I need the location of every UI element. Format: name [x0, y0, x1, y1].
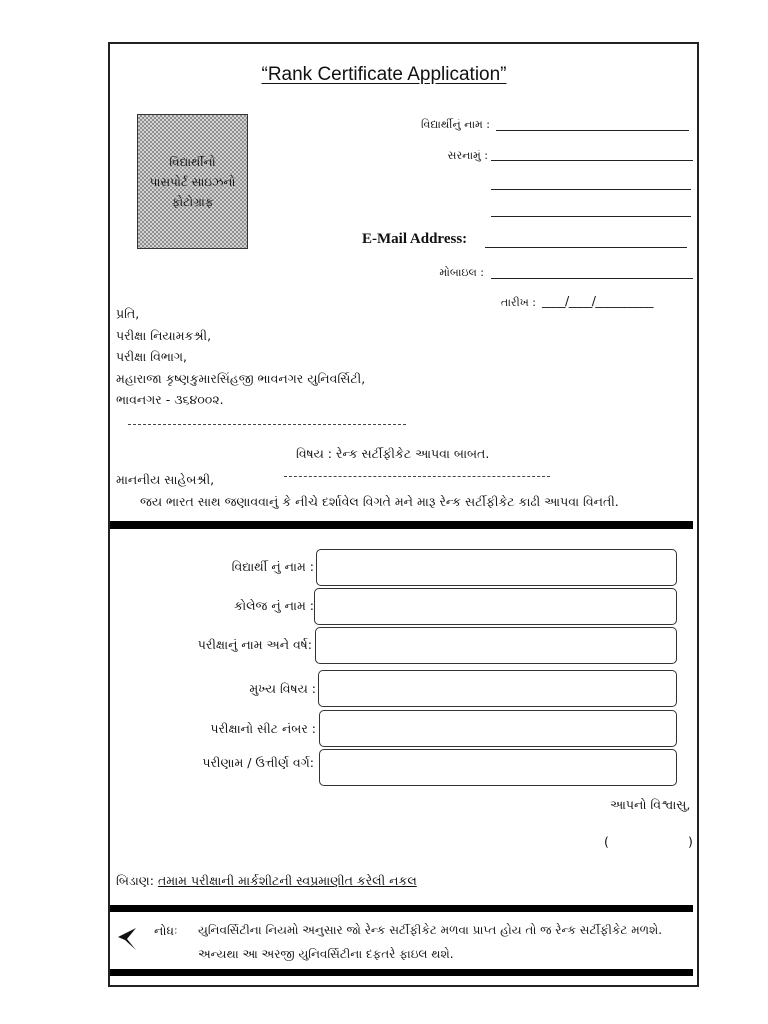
recipient-line: પ્રતિ, [116, 306, 140, 321]
address-line-1[interactable] [491, 160, 693, 161]
student-name-label: વિદ્યાર્થીનું નામ : [421, 118, 490, 131]
section-divider [110, 521, 693, 529]
request-body-text: જય ભારત સાથ જણાવવાનું કે નીચે દર્શાવેલ વિગતે મને મારૂ રેન્ક સર્ટીફીકેટ કાઢી આપવા વિનતી. [140, 494, 619, 509]
signature-open-paren: ( [604, 834, 609, 849]
date-label: તારીખ : [500, 296, 536, 309]
result-class-field[interactable] [319, 749, 677, 786]
note-bottom-divider [110, 969, 693, 976]
student-name-field[interactable] [316, 549, 677, 586]
photo-placeholder-text: વિદ્યાર્થીનો પાસપોર્ટ સાઇઝનો ફોટોગ્રાફ [149, 154, 236, 209]
recipient-line: મહારાજા કૃષ્ણકુમારસિંહજી ભાવનગર યુનિવર્સિટી, [116, 370, 366, 386]
subject-line: વિષય : રેન્ક સર્ટીફીકેટ આપવા બાબત. [296, 446, 490, 461]
hand-pointer-icon [116, 926, 138, 952]
note-label: નોધઃ [154, 923, 178, 938]
mobile-label: મોબાઇલ : [439, 266, 484, 279]
attachment-text: તમામ પરીક્ષાની માર્કશીટની સ્વપ્રમાણીત કરેલી નકલ [158, 873, 417, 888]
address-label: સરનામું : [447, 149, 488, 162]
form-label-student-name: વિદ્યાર્થી નું નામ : [231, 559, 314, 574]
email-label: E-Mail Address: [362, 231, 468, 247]
note-line-1: યુનિવર્સિટીના નિયમો અનુસાર જો રેન્ક સર્ટીફીકેટ મળવા પ્રાપ્ત હોય તો જ રેન્ક સર્ટીફીકેટ મળશે. [198, 923, 663, 937]
subject-separator [284, 476, 550, 477]
recipient-line: પરીક્ષા નિયામકશ્રી, [116, 327, 212, 343]
date-blank[interactable]: ____/____/__________ [542, 293, 653, 308]
address-line-3[interactable] [491, 216, 691, 217]
recipient-line: પરીક્ષા વિભાગ, [116, 349, 188, 364]
recipient-line: ભાવનગર - ૩૬૪૦૦૨. [116, 392, 224, 407]
form-label-main-subject: મુખ્ય વિષય : [249, 681, 316, 696]
email-line[interactable] [485, 247, 687, 248]
passport-photo-placeholder [137, 114, 248, 249]
salutation: માનનીય સાહેબશ્રી, [116, 472, 215, 487]
attachment-label: બિડાણ: [116, 873, 154, 888]
closing-text: આપનો વિશ્વાસુ, [610, 797, 691, 812]
note-line-2: અન્યથા આ અરજી યુનિવર્સિટીના દફતરે ફાઇલ થશે. [198, 947, 454, 961]
college-name-field[interactable] [314, 588, 677, 625]
address-separator [128, 424, 406, 425]
form-label-college-name: કોલેજ નું નામ : [234, 598, 314, 613]
form-label-exam-name-year: પરીક્ષાનું નામ અને વર્ષ: [197, 637, 312, 652]
recipient-address [116, 303, 365, 411]
main-subject-field[interactable] [318, 670, 677, 707]
form-title: “Rank Certificate Application” [261, 64, 507, 85]
exam-name-year-field[interactable] [315, 627, 677, 664]
note-top-divider [110, 905, 693, 912]
student-name-line[interactable] [496, 130, 689, 131]
signature-close-paren: ) [688, 834, 693, 849]
seat-number-field[interactable] [319, 710, 677, 747]
address-line-2[interactable] [491, 189, 691, 190]
form-label-seat-number: પરીક્ષાનો સીટ નંબર : [210, 721, 316, 736]
mobile-line[interactable] [491, 278, 693, 279]
form-label-result-class: પરીણામ / ઉત્તીર્ણ વર્ગ: [202, 755, 314, 770]
